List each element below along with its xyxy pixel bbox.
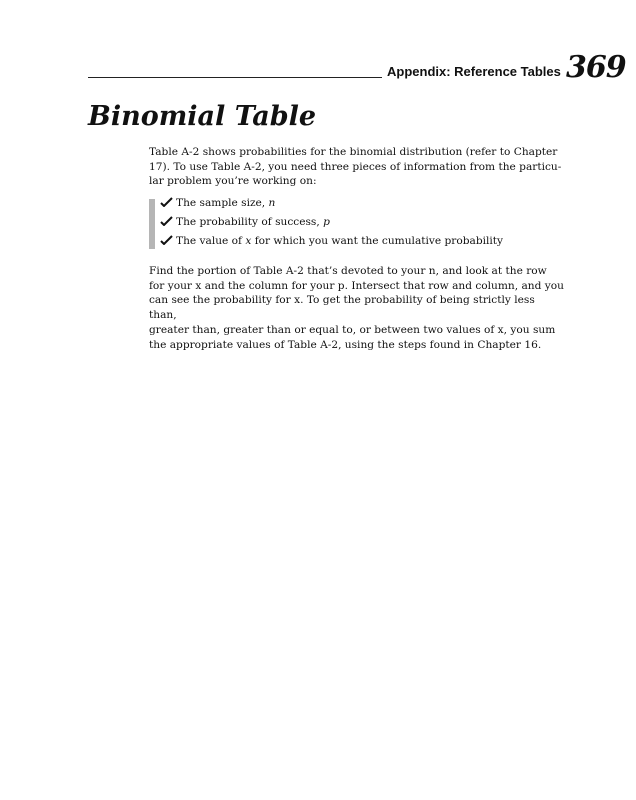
bullet-text: The sample size,: [176, 197, 269, 209]
bullet-text-rest: for which you want the cumulative probability: [251, 235, 504, 247]
page-number: 369: [566, 50, 626, 85]
paragraph-line: for your x and the column for your p. Intersect that row and column, and you: [149, 279, 564, 292]
check-mark-icon: [160, 216, 173, 226]
paragraph-line: greater than, greater than or equal to, or between two values of x, you sum: [149, 323, 556, 336]
paragraph-line: Table A-2 shows probabilities for the binomial distribution (refer to Chapter: [149, 146, 558, 158]
list-item: [160, 216, 330, 228]
list-item: [160, 235, 503, 247]
check-mark-icon: [160, 197, 173, 207]
paragraph-line: Find the portion of Table A-2 that’s devoted to your n, and look at the row: [149, 265, 547, 277]
bullet-variable: x: [245, 235, 252, 247]
instructions-paragraph: [149, 264, 564, 352]
check-mark-icon: [160, 235, 173, 245]
running-header: Appendix: Reference Tables: [387, 64, 561, 79]
paragraph-line: can see the probability for x. To get the probability of being strictly less than,: [149, 294, 535, 322]
bullet-list: [149, 196, 569, 250]
paragraph-line: lar problem you’re working on:: [149, 175, 317, 188]
bullet-variable: n: [268, 197, 276, 209]
bullet-text: The probability of success,: [176, 216, 324, 228]
paragraph-line: the appropriate values of Table A-2, using the steps found in Chapter 16.: [149, 338, 542, 351]
intro-paragraph: [149, 145, 564, 189]
paragraph-line: 17). To use Table A-2, you need three pieces of information from the particu-: [149, 160, 562, 173]
header-rule: [88, 77, 382, 78]
bullet-variable: p: [323, 216, 330, 228]
bullet-text: The value of: [176, 235, 246, 247]
list-item: [160, 197, 275, 209]
bullet-sidebar: [149, 199, 155, 249]
page-title: Binomial Table: [88, 101, 317, 132]
